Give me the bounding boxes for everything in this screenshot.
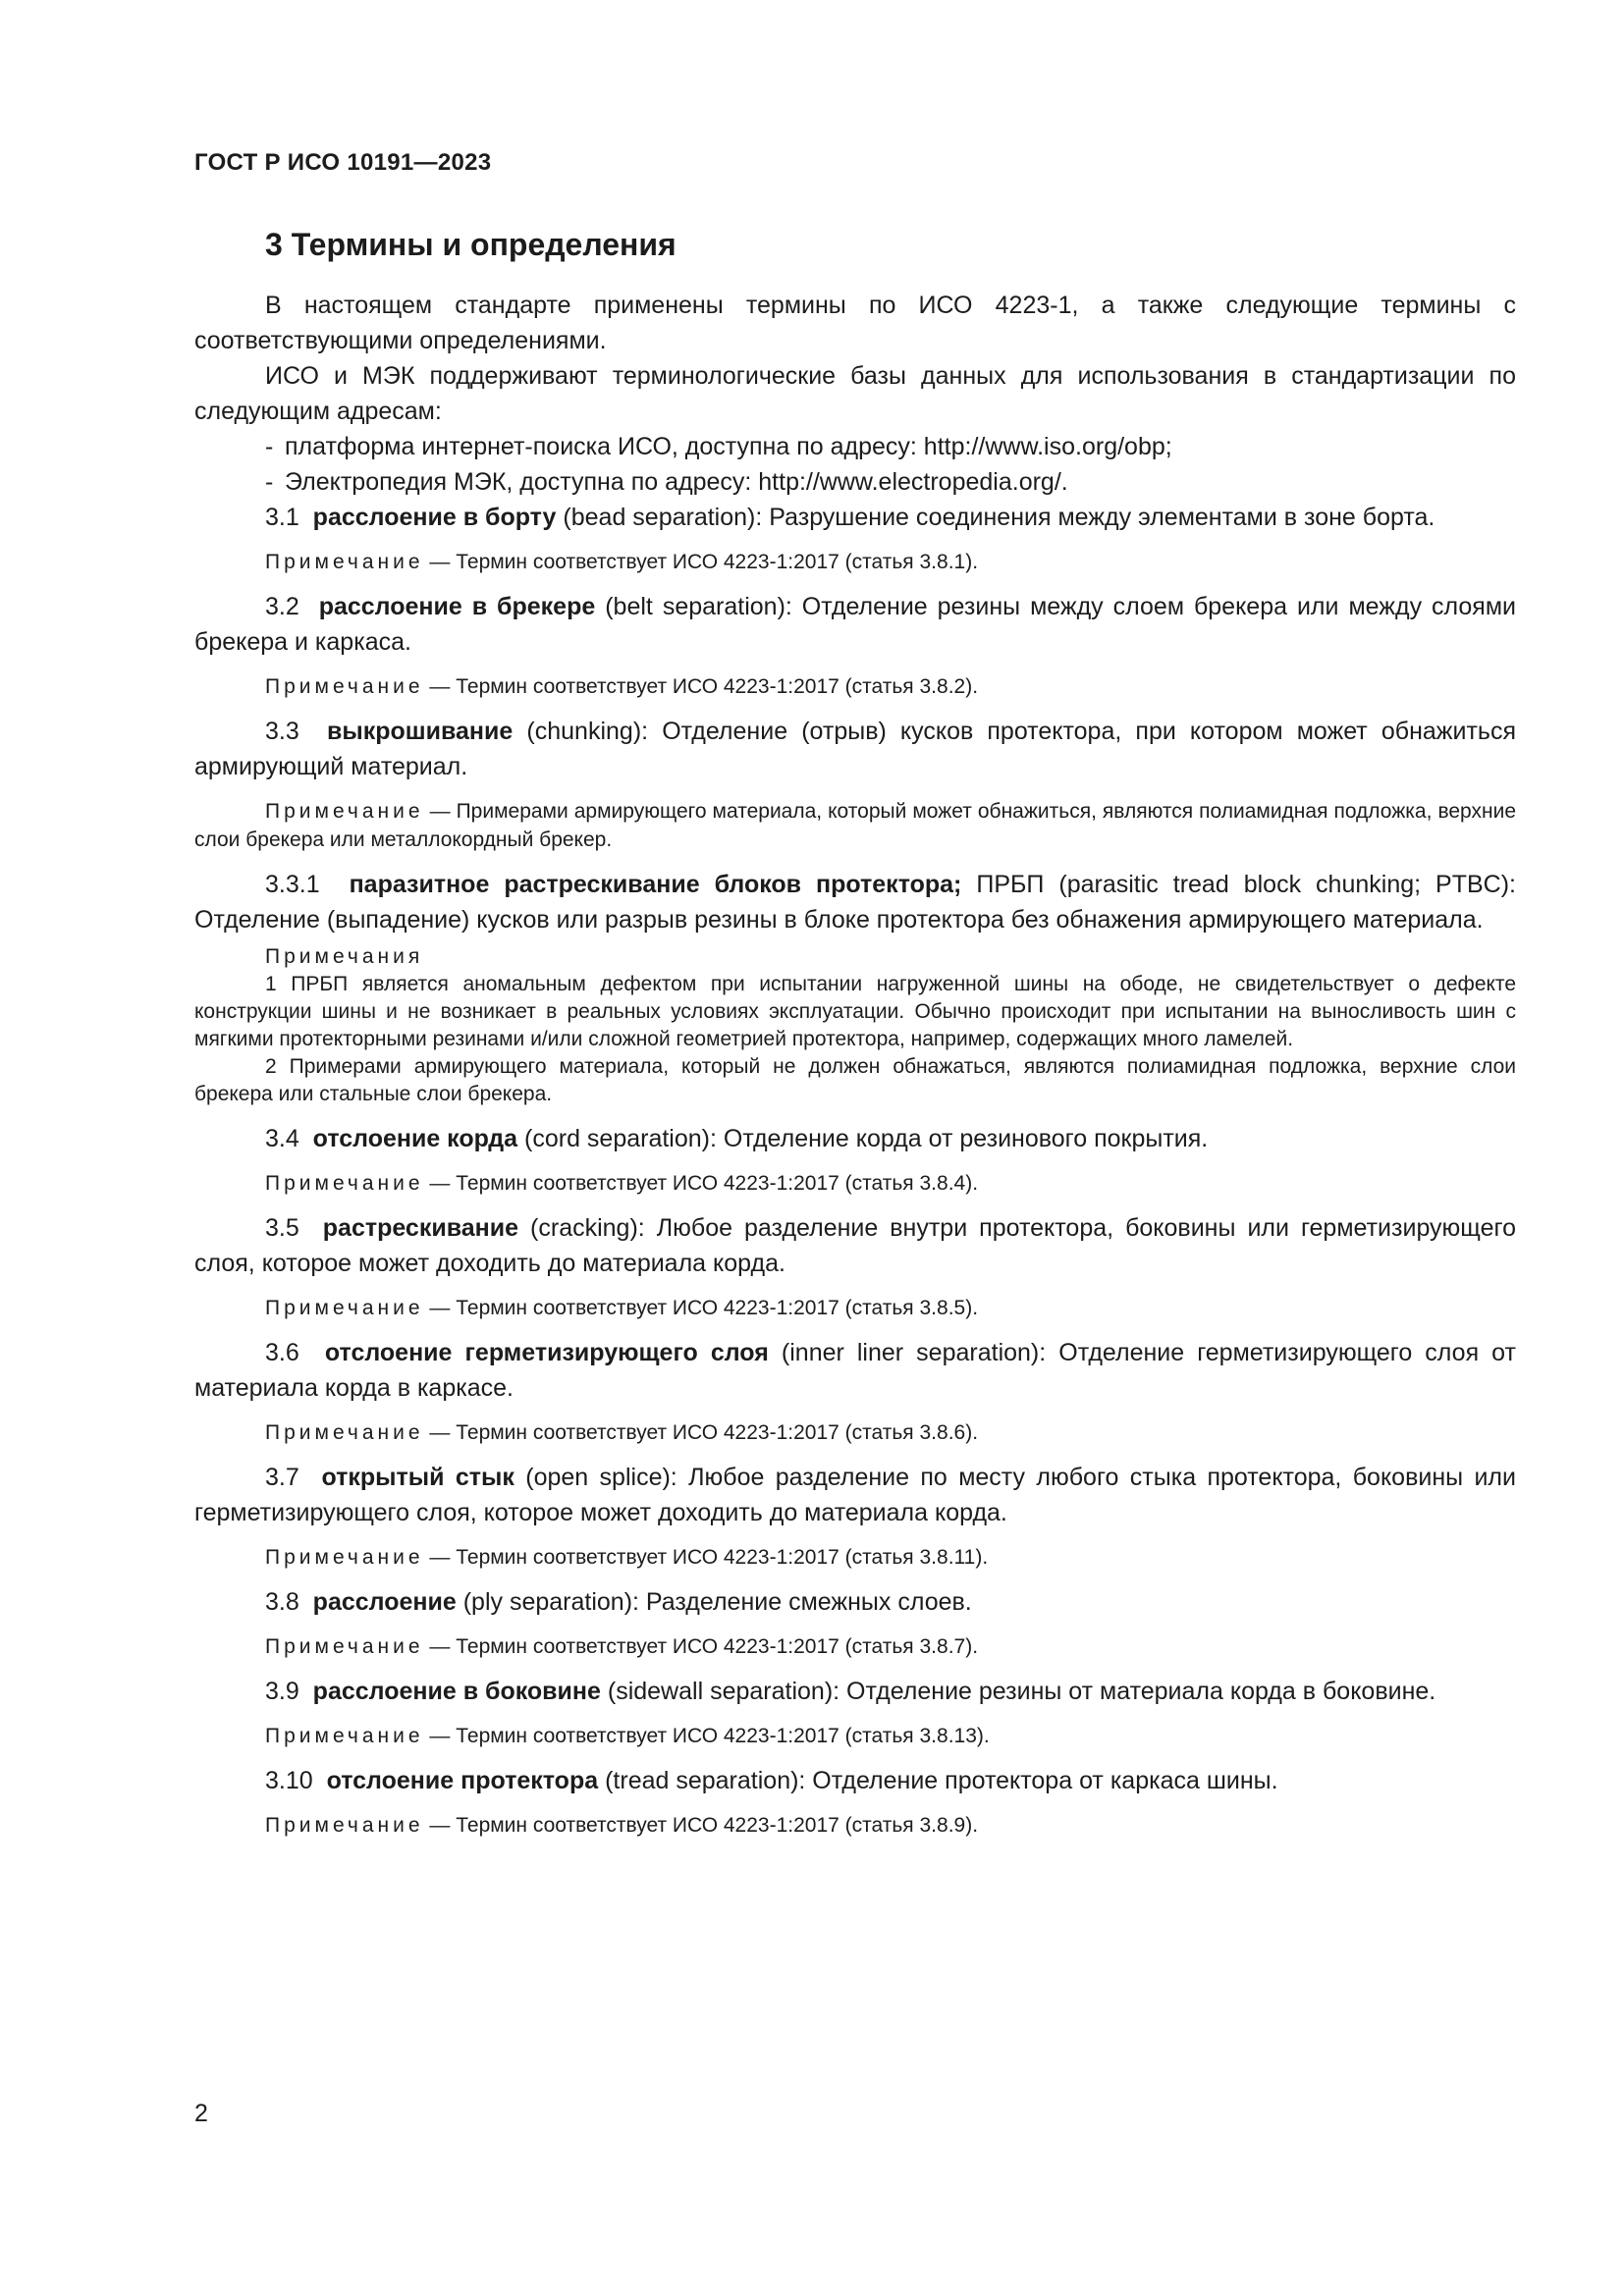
intro-list-item-text: Электропедия МЭК, доступна по адресу: http://www.electropedia.org/. [285,468,1068,496]
term-definition: (tread separation): Отделение протектора от каркаса шины. [605,1767,1278,1794]
term-number: 3.3.1 [265,871,320,898]
term-entry [194,714,1516,784]
term-definition: (ply separation): Разделение смежных слоев. [462,1588,972,1616]
intro-list-item: - платформа интернет-поиска ИСО, доступна по адресу: http://www.iso.org/obp; [265,433,1172,460]
term-note [194,548,1516,576]
term-number: 3.8 [265,1588,299,1616]
note-text: — Термин соответствует ИСО 4223-1:2017 (статья 3.8.6). [429,1421,979,1444]
term-note [194,1811,1516,1840]
term-name: выкрошивание [327,718,514,745]
term-entry [194,1674,1516,1709]
term-entry [194,1763,1516,1798]
term-definition: (bead separation): Разрушение соединения между элементами в зоне борта. [563,504,1435,531]
term-name: отслоение корда [312,1125,518,1152]
notes-label: Примечания [265,945,424,968]
term-definition: ПРБП (parasitic tread block chunking; PTBC): Отделение (выпадение) кусков или разрыв резины в блоке протектора без обнажения армирующего материала. [194,871,1516,934]
term-note [194,1632,1516,1661]
section-content [194,288,1516,1852]
note-text: — Термин соответствует ИСО 4223-1:2017 (статья 3.8.9). [429,1814,979,1837]
term-number: 3.7 [265,1464,299,1491]
term-definition: (open splice): Любое разделение по месту любого стыка протектора, боковины или герметизирующего слоя, которое может доходить до материала корда. [194,1464,1516,1526]
term-definition: (cord separation): Отделение корда от резинового покрытия. [524,1125,1209,1152]
note-label: Примечание [265,1297,424,1319]
term-name: растрескивание [322,1214,519,1242]
term-name: отслоение протектора [326,1767,599,1794]
term-name: отслоение герметизирующего слоя [324,1339,769,1366]
term-entry [194,867,1516,937]
term-name: открытый стык [321,1464,514,1491]
intro-list-item-text: платформа интернет-поиска ИСО, доступна по адресу: http://www.iso.org/obp; [285,433,1172,460]
term-number: 3.3 [265,718,299,745]
note-text: — Термин соответствует ИСО 4223-1:2017 (статья 3.8.7). [429,1635,979,1658]
term-note [194,672,1516,701]
note-label: Примечание [265,1546,424,1569]
term-name: расслоение в борту [312,504,557,531]
note-label: Примечание [265,551,424,573]
note-text: — Термин соответствует ИСО 4223-1:2017 (статья 3.8.1). [429,551,979,573]
note-text: — Термин соответствует ИСО 4223-1:2017 (статья 3.8.4). [429,1172,979,1195]
term-entry [194,1584,1516,1620]
note-label: Примечание [265,800,424,823]
term-name: расслоение [312,1588,457,1616]
term-number: 3.6 [265,1339,299,1366]
term-definition: (belt separation): Отделение резины между слоем брекера или между слоями брекера и каркаса. [194,593,1516,656]
term-note [194,1543,1516,1572]
term-note [194,1294,1516,1322]
note-text: — Термин соответствует ИСО 4223-1:2017 (статья 3.8.13). [429,1725,990,1747]
term-note [194,1418,1516,1447]
term-entry [194,500,1516,535]
term-entry [194,1210,1516,1281]
term-note [194,797,1516,854]
term-name: паразитное растрескивание блоков протектора; [349,871,962,898]
note-label: Примечание [265,1635,424,1658]
note-text: — Примерами армирующего материала, который может обнажиться, являются полиамидная подложка, верхние слои брекера или металлокордный брекер. [194,800,1516,851]
term-number: 3.5 [265,1214,299,1242]
document-header: ГОСТ Р ИСО 10191—2023 [194,149,492,176]
note-label: Примечание [265,1814,424,1837]
note-text: — Термин соответствует ИСО 4223-1:2017 (статья 3.8.2). [429,675,979,698]
term-number: 3.9 [265,1678,299,1705]
term-definition: (chunking): Отделение (отрыв) кусков протектора, при котором может обнажиться армирующий материал. [194,718,1516,780]
term-number: 3.10 [265,1767,313,1794]
term-number: 3.4 [265,1125,299,1152]
page-number: 2 [194,2100,208,2127]
intro-paragraph-2: ИСО и МЭК поддерживают терминологические базы данных для использования в стандартизации по следующим адресам: [194,362,1516,425]
note-item: 2 Примерами армирующего материала, который не должен обнажаться, являются полиамидная подложка, верхние слои брекера или стальные слои брекера. [194,1055,1516,1105]
term-definition: (sidewall separation): Отделение резины от материала корда в боковине. [607,1678,1436,1705]
term-entry [194,1121,1516,1156]
term-definition: (inner liner separation): Отделение герметизирующего слоя от материала корда в каркасе. [194,1339,1516,1402]
intro-paragraph-1: В настоящем стандарте применены термины по ИСО 4223-1, а также следующие термины с соответствующими определениями. [194,292,1516,354]
note-label: Примечание [265,1421,424,1444]
term-note [194,1169,1516,1198]
term-name: расслоение в боковине [312,1678,601,1705]
term-definition: (cracking): Любое разделение внутри протектора, боковины или герметизирующего слоя, которое может доходить до материала корда. [194,1214,1516,1277]
note-label: Примечание [265,675,424,698]
term-entry [194,1460,1516,1530]
note-label: Примечание [265,1725,424,1747]
term-entry [194,1335,1516,1406]
note-item: 1 ПРБП является аномальным дефектом при испытании нагруженной шины на ободе, не свидетельствует о дефекте конструкции шины и не возникает в реальных условиях эксплуатации. Обычно происходит при испытании на выносливость шин с мягкими протекторными резинами и/или сложной геометрией протектора, например, содержащих много ламелей. [194,973,1516,1050]
term-name: расслоение в брекере [318,593,596,620]
note-text: — Термин соответствует ИСО 4223-1:2017 (статья 3.8.11). [429,1546,989,1569]
note-label: Примечание [265,1172,424,1195]
term-note [194,1722,1516,1750]
note-text: — Термин соответствует ИСО 4223-1:2017 (статья 3.8.5). [429,1297,979,1319]
term-entry [194,589,1516,660]
term-number: 3.2 [265,593,299,620]
intro-list-item: - Электропедия МЭК, доступна по адресу: http://www.electropedia.org/. [265,468,1068,496]
term-number: 3.1 [265,504,299,531]
section-title: 3 Термины и определения [265,227,677,262]
